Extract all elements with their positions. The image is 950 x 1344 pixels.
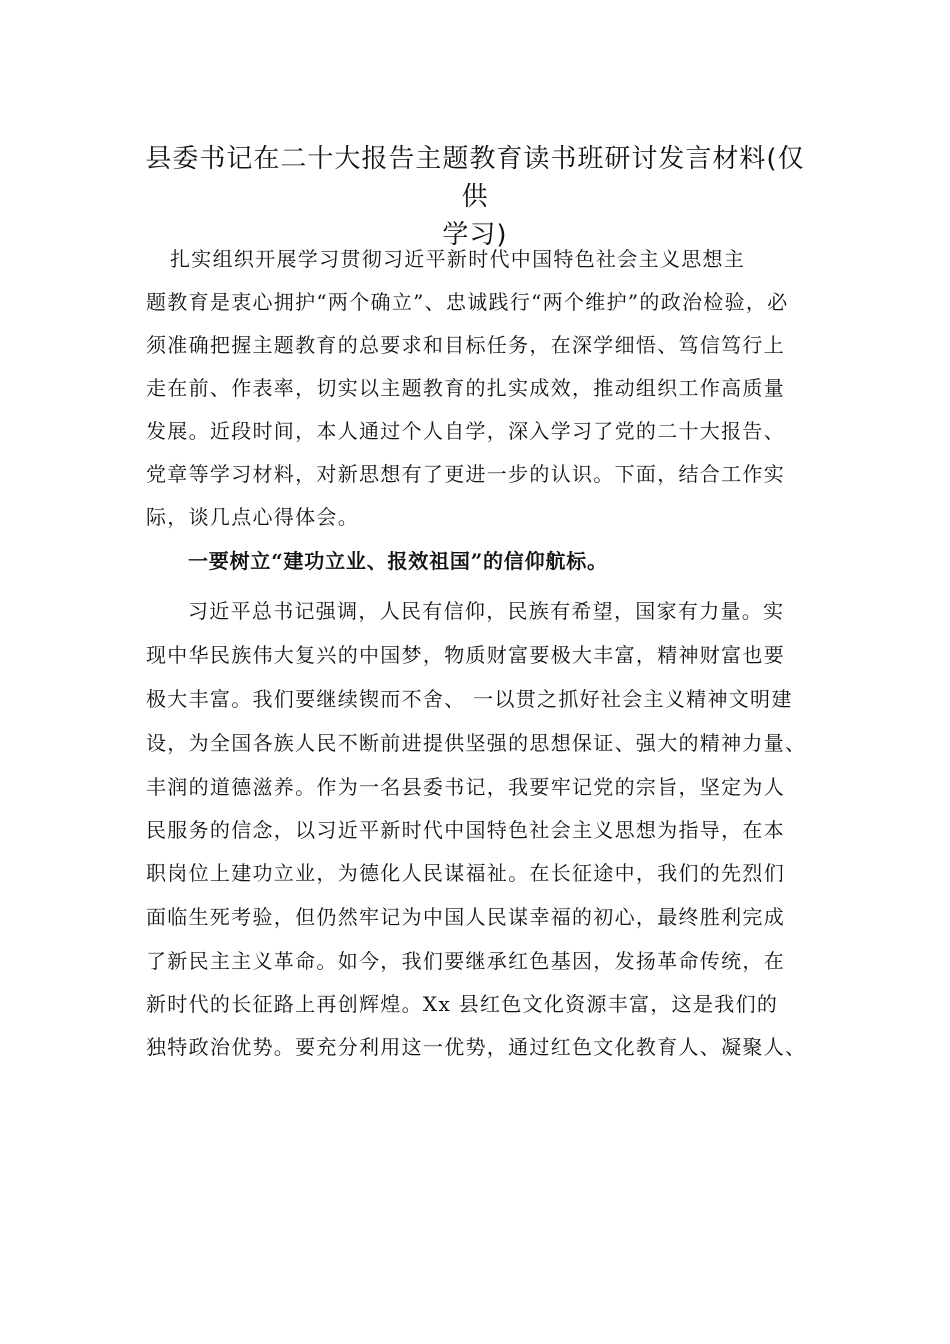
title-line-2: 学习) xyxy=(442,220,508,250)
body-line: 丰润的道德滋养。作为一名县委书记，我要牢记党的宗旨，坚定为人 xyxy=(146,775,785,799)
body-line: 现中华民族伟大复兴的中国梦，物质财富要极大丰富，精神财富也要 xyxy=(146,643,785,667)
title-line-1: 县委书记在二十大报告主题教育读书班研讨发言材料(仅供 xyxy=(145,144,805,212)
body-line: 设，为全国各族人民不断前进提供坚强的思想保证、强大的精神力量、 xyxy=(146,731,807,755)
body-line: 发展。近段时间，本人通过个人自学，深入学习了党的二十大报告、 xyxy=(146,419,785,443)
body-line: 习近平总书记强调，人民有信仰，民族有希望，国家有力量。实 xyxy=(188,599,785,623)
body-line: 面临生死考验，但仍然牢记为中国人民谋幸福的初心，最终胜利完成 xyxy=(146,905,785,929)
document-title xyxy=(140,140,810,254)
body-line: 走在前、作表率，切实以主题教育的扎实成效，推动组织工作高质量 xyxy=(146,376,785,400)
body-line: 扎实组织开展学习贯彻习近平新时代中国特色社会主义思想主 xyxy=(170,247,746,271)
body-line: 新时代的长征路上再创辉煌。Xx 县红色文化资源丰富，这是我们的 xyxy=(146,992,779,1016)
body-line: 极大丰富。我们要继续锲而不舍、 一以贯之抓好社会主义精神文明建 xyxy=(146,687,793,711)
section-heading-1: 一要树立“建功立业、报效祖国”的信仰航标。 xyxy=(188,549,608,573)
body-line: 须准确把握主题教育的总要求和目标任务，在深学细悟、笃信笃行上 xyxy=(146,333,785,357)
body-line: 题教育是衷心拥护“两个确立”、忠诚践行“两个维护”的政治检验，必 xyxy=(146,290,789,314)
body-line: 民服务的信念，以习近平新时代中国特色社会主义思想为指导，在本 xyxy=(146,818,785,842)
body-line: 职岗位上建功立业，为德化人民谋福祉。在长征途中，我们的先烈们 xyxy=(146,861,785,885)
body-line: 独特政治优势。要充分利用这一优势，通过红色文化教育人、凝聚人、 xyxy=(146,1035,807,1059)
body-line: 了新民主主义革命。如今，我们要继承红色基因，发扬革命传统，在 xyxy=(146,949,785,973)
body-line: 党章等学习材料，对新思想有了更进一步的认识。下面，结合工作实 xyxy=(146,462,785,486)
body-line: 际，谈几点心得体会。 xyxy=(146,505,359,529)
